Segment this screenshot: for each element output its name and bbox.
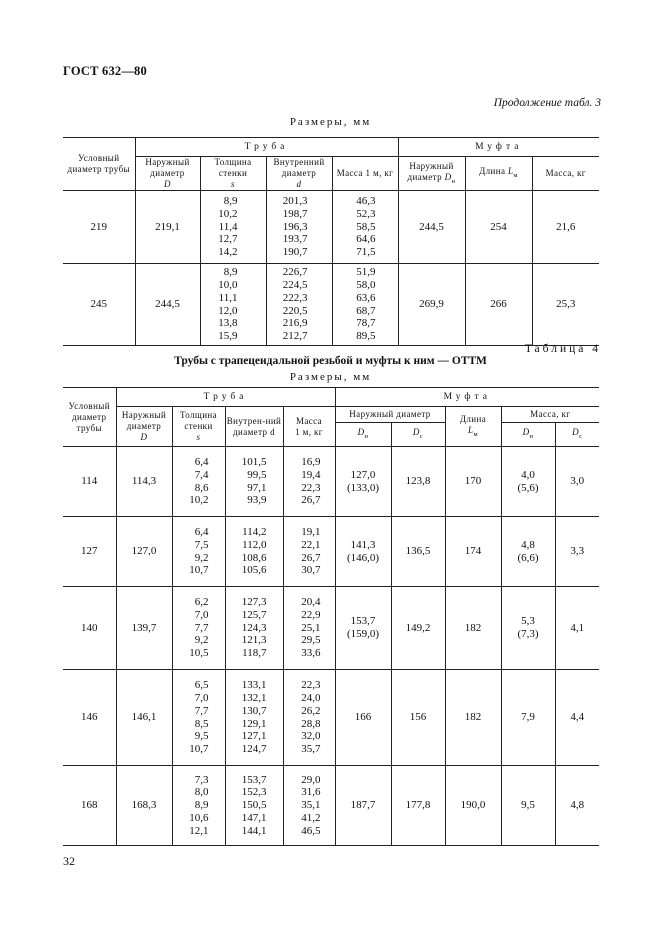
- header-length: Длина $L_м$: [445, 407, 501, 447]
- cell-dn: 187,7: [335, 766, 391, 846]
- cell-nominal: 140: [63, 587, 116, 670]
- cell-inner: 133,1 132,1 130,7 129,1 127,1 124,7: [225, 670, 283, 766]
- cell-outer: 244,5: [135, 264, 200, 346]
- header-pipe-group: Труба: [116, 388, 335, 407]
- cell-dn: 127,0 (133,0): [335, 447, 391, 517]
- cell-walls: 6,2 7,0 7,7 9,2 10,5: [172, 587, 225, 670]
- cell-length: 182: [445, 670, 501, 766]
- cell-nominal: 127: [63, 517, 116, 587]
- cell-dc: 149,2: [391, 587, 445, 670]
- cell-walls: 8,9 10,2 11,4 12,7 14,2: [200, 191, 266, 264]
- cell-mass-dn: 5,3 (7,3): [501, 587, 555, 670]
- cell-nominal: 245: [63, 264, 135, 346]
- header-nominal-diameter: Условный диаметр трубы: [63, 138, 135, 191]
- page-number: 32: [63, 854, 75, 868]
- cell-length: 254: [465, 191, 532, 264]
- cell-inner: 153,7 152,3 150,5 147,1 144,1: [225, 766, 283, 846]
- header-pipe-group: Труба: [135, 138, 398, 157]
- header-mass: Масса, кг: [501, 407, 599, 423]
- cell-mass-dn: 7,9: [501, 670, 555, 766]
- table4: [63, 387, 599, 846]
- cell-outer: 219,1: [135, 191, 200, 264]
- cell-mass-per-meter: 29,0 31,6 35,1 41,2 46,5: [283, 766, 335, 846]
- cell-dc: 136,5: [391, 517, 445, 587]
- table-row: [63, 264, 599, 346]
- cell-mass-dn: 4,0 (5,6): [501, 447, 555, 517]
- table-row: [63, 517, 599, 587]
- table4-label: Таблица 4: [524, 343, 601, 355]
- cell-outer: 127,0: [116, 517, 172, 587]
- header-wall-thickness: Толщина стенки s: [200, 157, 266, 191]
- table-row: [63, 587, 599, 670]
- cell-coupling-mass: 21,6: [532, 191, 599, 264]
- cell-length: 174: [445, 517, 501, 587]
- cell-outer: 146,1: [116, 670, 172, 766]
- cell-outer: 114,3: [116, 447, 172, 517]
- header-mass-dn: $D_н$: [501, 423, 555, 447]
- cell-length: 266: [465, 264, 532, 346]
- header-mass: Масса, кг: [532, 157, 599, 191]
- cell-inner: 114,2 112,0 108,6 105,6: [225, 517, 283, 587]
- cell-nominal: 146: [63, 670, 116, 766]
- cell-dc: 123,8: [391, 447, 445, 517]
- header-outer-diameter: Наружный диаметр D: [135, 157, 200, 191]
- cell-mass-dc: 3,0: [555, 447, 599, 517]
- table3: [63, 137, 599, 346]
- cell-coupling-mass: 25,3: [532, 264, 599, 346]
- table-row: [63, 766, 599, 846]
- cell-length: 182: [445, 587, 501, 670]
- header-inner-diameter: Внутренний диаметр d: [266, 157, 332, 191]
- cell-outer: 139,7: [116, 587, 172, 670]
- cell-outer: 168,3: [116, 766, 172, 846]
- table-row: [63, 447, 599, 517]
- header-coupling-group: Муфта: [335, 388, 599, 407]
- cell-walls: 7,3 8,0 8,9 10,6 12,1: [172, 766, 225, 846]
- header-coupling-outer-diameter: Наружный диаметр $D_н$: [398, 157, 465, 191]
- cell-mass-per-meter: 51,9 58,0 63,6 68,7 78,7 89,5: [332, 264, 398, 346]
- cell-dn: 141,3 (146,0): [335, 517, 391, 587]
- header-mass-per-meter: Масса 1 м, кг: [332, 157, 398, 191]
- cell-mass-dc: 4,1: [555, 587, 599, 670]
- cell-mass-dc: 4,8: [555, 766, 599, 846]
- table-row: [63, 670, 599, 766]
- cell-mass-per-meter: 22,3 24,0 26,2 28,8 32,0 35,7: [283, 670, 335, 766]
- cell-dn: 166: [335, 670, 391, 766]
- header-wall-thickness: Толщина стенки s: [172, 407, 225, 447]
- cell-mass-dn: 9,5: [501, 766, 555, 846]
- cell-mass-per-meter: 16,9 19,4 22,3 26,7: [283, 447, 335, 517]
- cell-inner: 201,3 198,7 196,3 193,7 190,7: [266, 191, 332, 264]
- cell-coupling-outer: 269,9: [398, 264, 465, 346]
- cell-mass-dn: 4,8 (6,6): [501, 517, 555, 587]
- table-continuation-note: Продолжение табл. 3: [493, 97, 601, 109]
- cell-dn: 153,7 (159,0): [335, 587, 391, 670]
- cell-dc: 177,8: [391, 766, 445, 846]
- header-dn: $D_н$: [335, 423, 391, 447]
- header-length: Длина $L_м$: [465, 157, 532, 191]
- cell-mass-per-meter: 19,1 22,1 26,7 30,7: [283, 517, 335, 587]
- header-mass-dc: $D_с$: [555, 423, 599, 447]
- cell-nominal: 114: [63, 447, 116, 517]
- cell-dc: 156: [391, 670, 445, 766]
- cell-inner: 226,7 224,5 222,3 220,5 216,9 212,7: [266, 264, 332, 346]
- cell-length: 170: [445, 447, 501, 517]
- cell-nominal: 168: [63, 766, 116, 846]
- cell-nominal: 219: [63, 191, 135, 264]
- header-mass-per-meter: Масса 1 м, кг: [283, 407, 335, 447]
- cell-inner: 127,3 125,7 124,3 121,3 118,7: [225, 587, 283, 670]
- table4-title: Трубы с трапецеидальной резьбой и муфты к ним — ОТТМ: [174, 355, 487, 367]
- header-inner-diameter: Внутрен-ний диаметр d: [225, 407, 283, 447]
- cell-mass-dc: 3,3: [555, 517, 599, 587]
- cell-mass-per-meter: 46,3 52,3 58,5 64,6 71,5: [332, 191, 398, 264]
- header-coupling-outer-diameter: Наружный диаметр: [335, 407, 445, 423]
- cell-walls: 8,9 10,0 11,1 12,0 13,8 15,9: [200, 264, 266, 346]
- cell-coupling-outer: 244,5: [398, 191, 465, 264]
- cell-walls: 6,4 7,5 9,2 10,7: [172, 517, 225, 587]
- cell-walls: 6,5 7,0 7,7 8,5 9,5 10,7: [172, 670, 225, 766]
- cell-length: 190,0: [445, 766, 501, 846]
- table4-sizes-caption: Размеры, мм: [289, 371, 372, 383]
- table-row: [63, 191, 599, 264]
- header-outer-diameter: Наружный диаметр D: [116, 407, 172, 447]
- header-nominal-diameter: Условный диаметр трубы: [63, 388, 116, 447]
- header-coupling-group: Муфта: [398, 138, 599, 157]
- cell-mass-dc: 4,4: [555, 670, 599, 766]
- table3-sizes-caption: Размеры, мм: [289, 116, 372, 128]
- cell-walls: 6,4 7,4 8,6 10,2: [172, 447, 225, 517]
- cell-mass-per-meter: 20,4 22,9 25,1 29,5 33,6: [283, 587, 335, 670]
- document-code: ГОСТ 632—80: [63, 64, 147, 78]
- header-dc: $D_с$: [391, 423, 445, 447]
- cell-inner: 101,5 99,5 97,1 93,9: [225, 447, 283, 517]
